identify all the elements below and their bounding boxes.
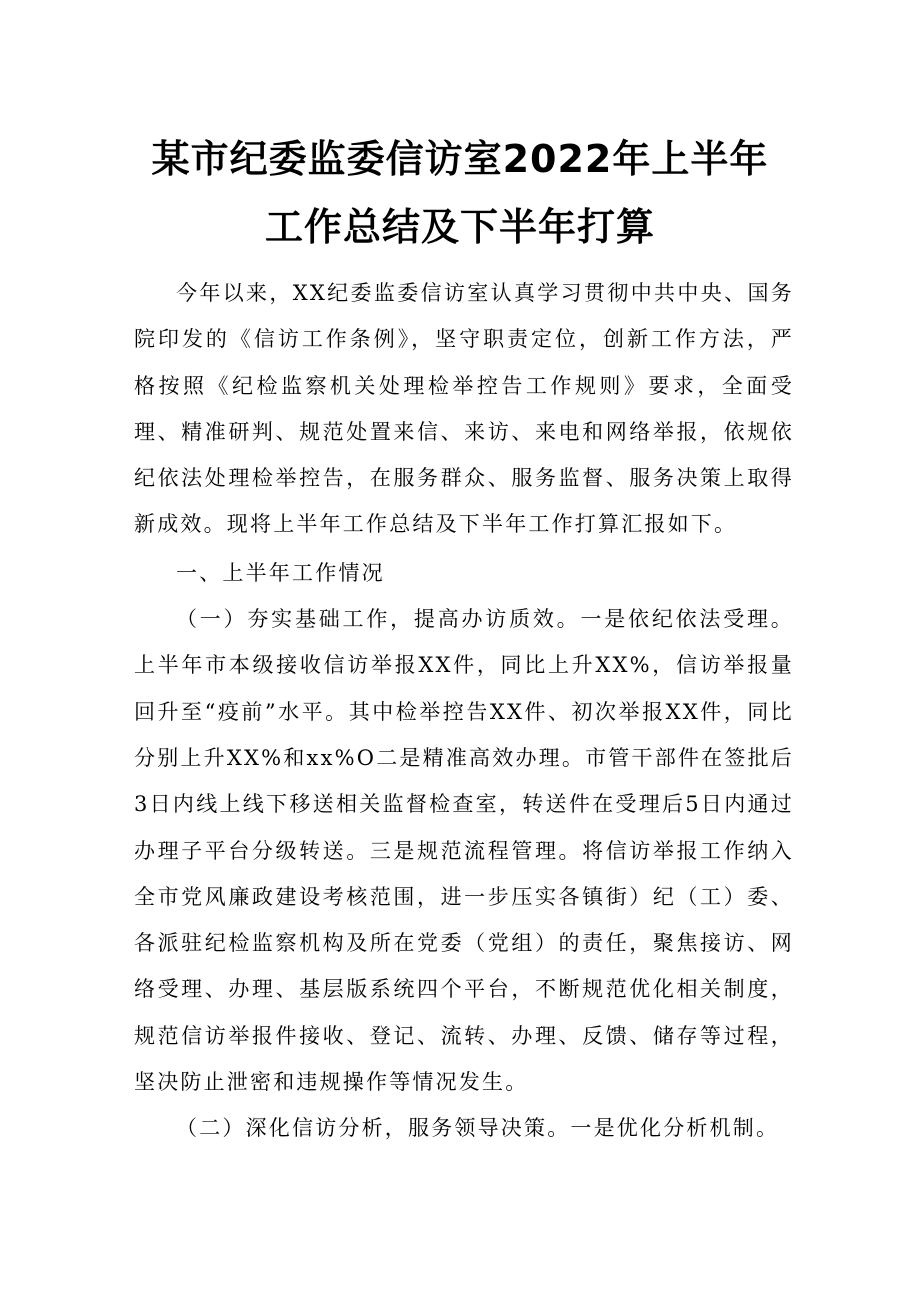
subsection-paragraph-1: （一）夯实基础工作，提高办访质效。一是依纪依法受理。上半年市本级接收信访举报XX件，同比上升XX%，信访举报量回升至“疫前”水平。其中检举控告XX件、初次举报XX件，同比分别上升XX%和xx%O二是精准高效办理。市管干部件在签批后3日内线上线下移送相关监督检查室，转送件在受理后5日内通过办理子平台分级转送。三是规范流程管理。将信访举报工作纳入全市党风廉政建设考核范围，进一步压实各镇街）纪（工）委、各派驻纪检监察机构及所在党委（党组）的责任，聚焦接访、网络受理、办理、基层版系统四个平台，不断规范优化相关制度，规范信访举报件接收、登记、流转、办理、反馈、储存等过程，坚决防止泄密和违规操作等情况发生。 [134,607,794,1095]
section-heading: 一、上半年工作情况 [176,560,385,585]
document-body [134,270,794,1152]
document-title-line-1: 某市纪委监委信访室2022年上半年 [151,137,769,181]
document-title-line-2: 工作总结及下半年打算 [264,205,655,249]
intro-paragraph: 今年以来，XX纪委监委信访室认真学习贯彻中共中央、国务院印发的《信访工作条例》，坚守职责定位，创新工作方法，严格按照《纪检监察机关处理检举控告工作规则》要求，全面受理、精准研判、规范处置来信、来访、来电和网络举报，依规依纪依法处理检举控告，在服务群众、服务监督、服务决策上取得新成效。现将上半年工作总结及下半年工作打算汇报如下。 [134,281,794,537]
subsection-paragraph-2: （二）深化信访分析，服务领导决策。一是优化分析机制。 [176,1116,780,1141]
